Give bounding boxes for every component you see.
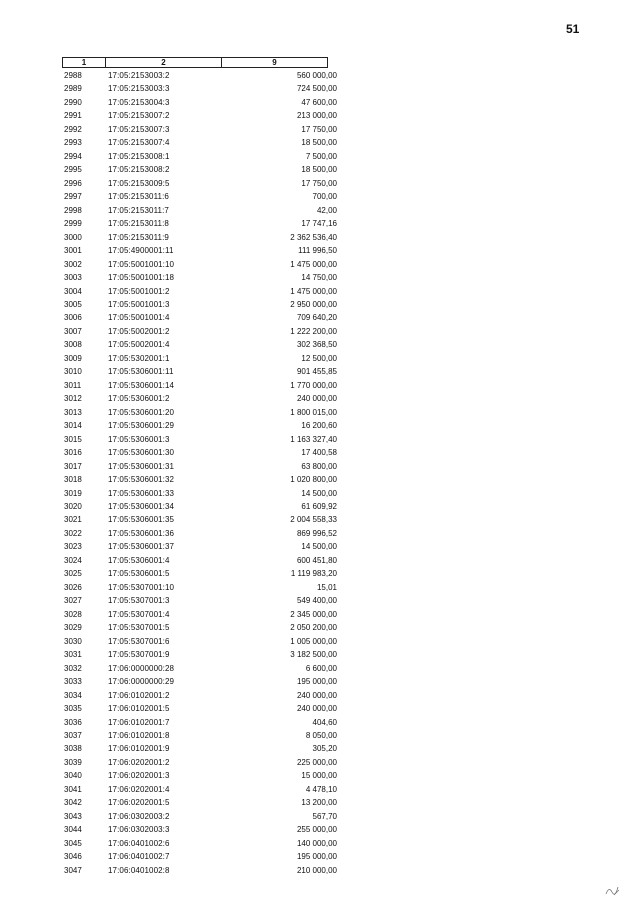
cadastral-number: 17:05:5001001:2 [108, 286, 170, 296]
cadastral-value: 2 004 558,33 [290, 515, 337, 525]
cadastral-value: 12 500,00 [301, 353, 337, 363]
cadastral-number: 17:06:0102001:7 [108, 717, 170, 727]
cadastral-number: 17:05:2153007:3 [108, 124, 170, 134]
row-number: 3025 [64, 569, 82, 579]
row-number: 3037 [64, 730, 82, 740]
row-number: 3010 [64, 367, 82, 377]
table-row [62, 527, 337, 540]
table-row [62, 540, 337, 553]
row-number: 3022 [64, 528, 82, 538]
table-row [62, 217, 337, 230]
cadastral-value: 600 451,80 [296, 555, 337, 565]
table-row [62, 473, 337, 486]
table-row [62, 567, 337, 580]
cadastral-number: 17:05:5306001:20 [108, 407, 175, 417]
cadastral-value: 14 500,00 [301, 542, 337, 552]
cadastral-number: 17:05:2153003:3 [108, 84, 170, 94]
row-number: 3006 [64, 313, 82, 323]
row-number: 2990 [64, 97, 82, 107]
table-row [62, 136, 337, 149]
cadastral-number: 17:05:5306001:3 [108, 434, 170, 444]
cadastral-number: 17:05:5001001:3 [108, 299, 170, 309]
cadastral-value: 240 000,00 [296, 394, 337, 404]
table-row [62, 837, 337, 850]
cadastral-number: 17:06:0202001:4 [108, 784, 170, 794]
row-number: 2994 [64, 151, 82, 161]
table-row [62, 662, 337, 675]
cadastral-value: 17 747,16 [301, 219, 337, 229]
row-number: 3046 [64, 852, 82, 862]
table-header [62, 57, 328, 68]
cadastral-value: 240 000,00 [296, 704, 337, 714]
page-number: 51 [566, 22, 580, 36]
table-row [62, 109, 337, 122]
table-row [62, 850, 337, 863]
table-row [62, 244, 337, 257]
cadastral-value: 240 000,00 [296, 690, 337, 700]
table-row [62, 298, 337, 311]
cadastral-value: 869 996,52 [296, 528, 337, 538]
cadastral-value: 1 163 327,40 [290, 434, 337, 444]
row-number: 3011 [64, 380, 82, 390]
cadastral-number: 17:05:5306001:34 [108, 502, 175, 511]
cadastral-value: 700,00 [312, 192, 337, 202]
table-row [62, 285, 337, 298]
cadastral-value: 2 362 536,40 [290, 232, 337, 242]
cadastral-value: 2 950 000,00 [290, 299, 337, 309]
cadastral-number: 17:05:5001001:18 [108, 273, 175, 283]
table-row [62, 716, 337, 729]
header-col-9: 9 [272, 58, 277, 67]
cadastral-value: 13 200,00 [301, 798, 337, 808]
cadastral-number: 17:05:4900001:11 [108, 246, 174, 256]
table-row [62, 96, 337, 109]
row-number: 3023 [64, 542, 82, 552]
row-number: 3005 [64, 299, 82, 309]
row-number: 3047 [64, 865, 82, 875]
cadastral-number: 17:06:0302003:2 [108, 811, 170, 821]
table-row [62, 258, 337, 271]
row-number: 3027 [64, 596, 82, 606]
row-number: 3009 [64, 353, 82, 363]
cadastral-value: 16 200,60 [301, 421, 337, 431]
cadastral-number: 17:05:5002001:2 [108, 326, 170, 336]
cadastral-value: 18 500,00 [301, 138, 337, 148]
row-number: 3041 [64, 784, 82, 794]
row-number: 3028 [64, 609, 82, 619]
cadastral-value: 724 500,00 [296, 84, 337, 94]
cadastral-number: 17:06:0401002:8 [108, 865, 170, 875]
cadastral-number: 17:05:5306001:14 [108, 380, 175, 390]
row-number: 3034 [64, 690, 82, 700]
cadastral-number: 17:06:0000000:28 [108, 663, 175, 673]
cadastral-number: 17:05:5001001:4 [108, 313, 170, 323]
cadastral-number: 17:05:5306001:31 [108, 461, 175, 471]
cadastral-number: 17:06:0202001:3 [108, 771, 170, 781]
cadastral-number: 17:05:5307001:10 [108, 582, 175, 592]
row-number: 3018 [64, 475, 82, 485]
table-row [62, 379, 337, 392]
table-row [62, 864, 337, 877]
table-row [62, 810, 337, 823]
cadastral-value: 1 770 000,00 [290, 380, 337, 390]
cadastral-value: 7 500,00 [305, 151, 337, 161]
table-row [62, 392, 337, 405]
cadastral-number: 17:05:5307001:4 [108, 609, 170, 619]
row-number: 3013 [64, 407, 82, 417]
cadastral-number: 17:05:2153003:2 [108, 71, 170, 80]
table-row [62, 123, 337, 136]
table-row [62, 460, 337, 473]
row-number: 3029 [64, 623, 82, 633]
cadastral-value: 1 475 000,00 [290, 259, 337, 269]
cadastral-value: 17 400,58 [301, 448, 337, 458]
row-number: 3043 [64, 811, 82, 821]
cadastral-value: 17 750,00 [301, 124, 337, 134]
row-number: 3031 [64, 650, 82, 660]
table-row [62, 177, 337, 190]
cadastral-value: 1 222 200,00 [290, 326, 337, 336]
cadastral-number: 17:06:0302003:3 [108, 825, 170, 835]
row-number: 3002 [64, 259, 82, 269]
table-row [62, 796, 337, 809]
cadastral-value: 195 000,00 [296, 677, 337, 687]
cadastral-value: 14 750,00 [301, 273, 337, 283]
row-number: 3032 [64, 663, 82, 673]
table-row [62, 823, 337, 836]
row-number: 2988 [64, 71, 82, 80]
row-number: 3024 [64, 555, 82, 565]
cadastral-value: 255 000,00 [296, 825, 337, 835]
cadastral-value: 17 750,00 [301, 178, 337, 188]
cadastral-number: 17:05:2153009:5 [108, 178, 170, 188]
cadastral-value: 63 800,00 [301, 461, 337, 471]
table-row [62, 742, 337, 755]
cadastral-value: 1 005 000,00 [290, 636, 337, 646]
table-row [62, 204, 337, 217]
cadastral-value: 4 478,10 [305, 784, 337, 794]
table-row [62, 433, 337, 446]
cadastral-number: 17:06:0102001:2 [108, 690, 170, 700]
table-row [62, 769, 337, 782]
cadastral-value: 302 368,50 [296, 340, 337, 350]
cadastral-value: 560 000,00 [296, 71, 337, 80]
table-row [62, 190, 337, 203]
table-row [62, 729, 337, 742]
cadastral-number: 17:05:5306001:29 [108, 421, 175, 431]
cadastral-number: 17:05:5306001:4 [108, 555, 170, 565]
cadastral-number: 17:05:5306001:5 [108, 569, 170, 579]
cadastral-number: 17:06:0202001:2 [108, 757, 170, 767]
row-number: 3008 [64, 340, 82, 350]
table-row [62, 594, 337, 607]
row-number: 3021 [64, 515, 82, 525]
row-number: 3003 [64, 273, 82, 283]
row-number: 3036 [64, 717, 82, 727]
row-number: 3014 [64, 421, 82, 431]
row-number: 3040 [64, 771, 82, 781]
cadastral-number: 17:05:2153007:4 [108, 138, 170, 148]
row-number: 3019 [64, 488, 82, 498]
table-row [62, 82, 337, 95]
table-row [62, 702, 337, 715]
cadastral-value: 3 182 500,00 [290, 650, 337, 660]
table-row [62, 352, 337, 365]
cadastral-value: 140 000,00 [296, 838, 337, 848]
cadastral-value: 2 050 200,00 [290, 623, 337, 633]
cadastral-value: 901 455,85 [296, 367, 337, 377]
cadastral-number: 17:05:5307001:9 [108, 650, 170, 660]
row-number: 3015 [64, 434, 82, 444]
cadastral-value: 210 000,00 [296, 865, 337, 875]
table-row [62, 581, 337, 594]
cadastral-number: 17:05:2153007:2 [108, 111, 170, 121]
cadastral-number: 17:05:5306001:2 [108, 394, 170, 404]
table-row [62, 756, 337, 769]
cadastral-value: 8 050,00 [305, 730, 337, 740]
table-row [62, 675, 337, 688]
cadastral-number: 17:06:0102001:5 [108, 704, 170, 714]
cadastral-number: 17:05:2153008:1 [108, 151, 170, 161]
row-number: 3004 [64, 286, 82, 296]
row-number: 2998 [64, 205, 82, 215]
row-number: 2991 [64, 111, 82, 121]
row-number: 2995 [64, 165, 82, 175]
cadastral-value: 567,70 [312, 811, 337, 821]
row-number: 3035 [64, 704, 82, 714]
table-row [62, 513, 337, 526]
row-number: 3030 [64, 636, 82, 646]
cadastral-value: 14 500,00 [301, 488, 337, 498]
row-number: 3042 [64, 798, 82, 808]
cadastral-value: 225 000,00 [296, 757, 337, 767]
cadastral-value: 404,60 [312, 717, 337, 727]
header-col-1: 1 [63, 58, 106, 67]
table-row [62, 163, 337, 176]
table-row [62, 554, 337, 567]
table-row [62, 325, 337, 338]
cadastral-value: 709 640,20 [296, 313, 337, 323]
cadastral-number: 17:05:2153004:3 [108, 97, 170, 107]
row-number: 2997 [64, 192, 82, 202]
cadastral-value: 47 600,00 [301, 97, 337, 107]
cadastral-number: 17:05:5307001:5 [108, 623, 170, 633]
table-row [62, 311, 337, 324]
row-number: 3001 [64, 246, 82, 256]
table-row [62, 621, 337, 634]
row-number: 3016 [64, 448, 82, 458]
cadastral-number: 17:06:0102001:9 [108, 744, 170, 754]
cadastral-number: 17:06:0401002:7 [108, 852, 170, 862]
cadastral-number: 17:05:5306001:11 [108, 367, 174, 377]
cadastral-number: 17:05:5307001:6 [108, 636, 170, 646]
table-row [62, 648, 337, 661]
cadastral-number: 17:05:5306001:35 [108, 515, 175, 525]
table-row [62, 365, 337, 378]
row-number: 2996 [64, 178, 82, 188]
table-row [62, 419, 337, 432]
row-number: 3033 [64, 677, 82, 687]
row-number: 3017 [64, 461, 82, 471]
cadastral-number: 17:05:5306001:37 [108, 542, 175, 552]
cadastral-number: 17:05:5306001:33 [108, 488, 175, 498]
row-number: 2999 [64, 219, 82, 229]
cadastral-value: 6 600,00 [305, 663, 337, 673]
cadastral-value: 18 500,00 [301, 165, 337, 175]
row-number: 3000 [64, 232, 82, 242]
table-row [62, 150, 337, 163]
row-number: 3007 [64, 326, 82, 336]
row-number: 3044 [64, 825, 82, 835]
table-row [62, 635, 337, 648]
row-number: 3012 [64, 394, 82, 404]
cadastral-value: 549 400,00 [296, 596, 337, 606]
table-row [62, 69, 337, 82]
cadastral-number: 17:05:2153011:8 [108, 219, 169, 229]
table-row [62, 487, 337, 500]
cadastral-value: 1 119 983,20 [290, 569, 337, 579]
cadastral-number: 17:05:5306001:36 [108, 528, 175, 538]
table-body [62, 69, 337, 877]
cadastral-value: 305,20 [312, 744, 337, 754]
header-col-2: 2 [106, 58, 222, 67]
row-number: 2993 [64, 138, 82, 148]
table-row [62, 608, 337, 621]
cadastral-number: 17:05:5001001:10 [108, 259, 175, 269]
table-row [62, 271, 337, 284]
row-number: 2989 [64, 84, 82, 94]
cadastral-number: 17:05:5302001:1 [108, 353, 170, 363]
cadastral-number: 17:05:2153011:7 [108, 205, 169, 215]
cadastral-value: 1 020 800,00 [290, 475, 337, 485]
table-row [62, 446, 337, 459]
row-number: 3038 [64, 744, 82, 754]
cadastral-value: 15,01 [316, 582, 337, 592]
table-row [62, 406, 337, 419]
cadastral-value: 61 609,92 [301, 502, 337, 511]
cadastral-number: 17:06:0000000:29 [108, 677, 175, 687]
cadastral-number: 17:06:0102001:8 [108, 730, 170, 740]
cadastral-value: 111 996,50 [298, 246, 337, 256]
handwritten-mark-icon [605, 884, 621, 896]
row-number: 3045 [64, 838, 82, 848]
row-number: 3039 [64, 757, 82, 767]
table-row [62, 783, 337, 796]
cadastral-number: 17:05:5307001:3 [108, 596, 170, 606]
cadastral-number: 17:05:2153008:2 [108, 165, 170, 175]
row-number: 3026 [64, 582, 82, 592]
cadastral-value: 2 345 000,00 [290, 609, 337, 619]
cadastral-value: 1 475 000,00 [290, 286, 337, 296]
table-row [62, 500, 337, 513]
cadastral-number: 17:06:0401002:6 [108, 838, 170, 848]
cadastral-value: 42,00 [316, 205, 337, 215]
cadastral-number: 17:05:5306001:32 [108, 475, 175, 485]
cadastral-number: 17:05:5306001:30 [108, 448, 175, 458]
cadastral-value: 1 800 015,00 [290, 407, 337, 417]
row-number: 2992 [64, 124, 82, 134]
table-row [62, 231, 337, 244]
cadastral-number: 17:05:2153011:9 [108, 232, 169, 242]
cadastral-number: 17:06:0202001:5 [108, 798, 170, 808]
cadastral-value: 15 000,00 [301, 771, 337, 781]
table-row [62, 338, 337, 351]
table-row [62, 689, 337, 702]
cadastral-number: 17:05:5002001:4 [108, 340, 170, 350]
cadastral-number: 17:05:2153011:6 [108, 192, 169, 202]
cadastral-value: 213 000,00 [296, 111, 337, 121]
row-number: 3020 [64, 502, 82, 511]
cadastral-value: 195 000,00 [296, 852, 337, 862]
